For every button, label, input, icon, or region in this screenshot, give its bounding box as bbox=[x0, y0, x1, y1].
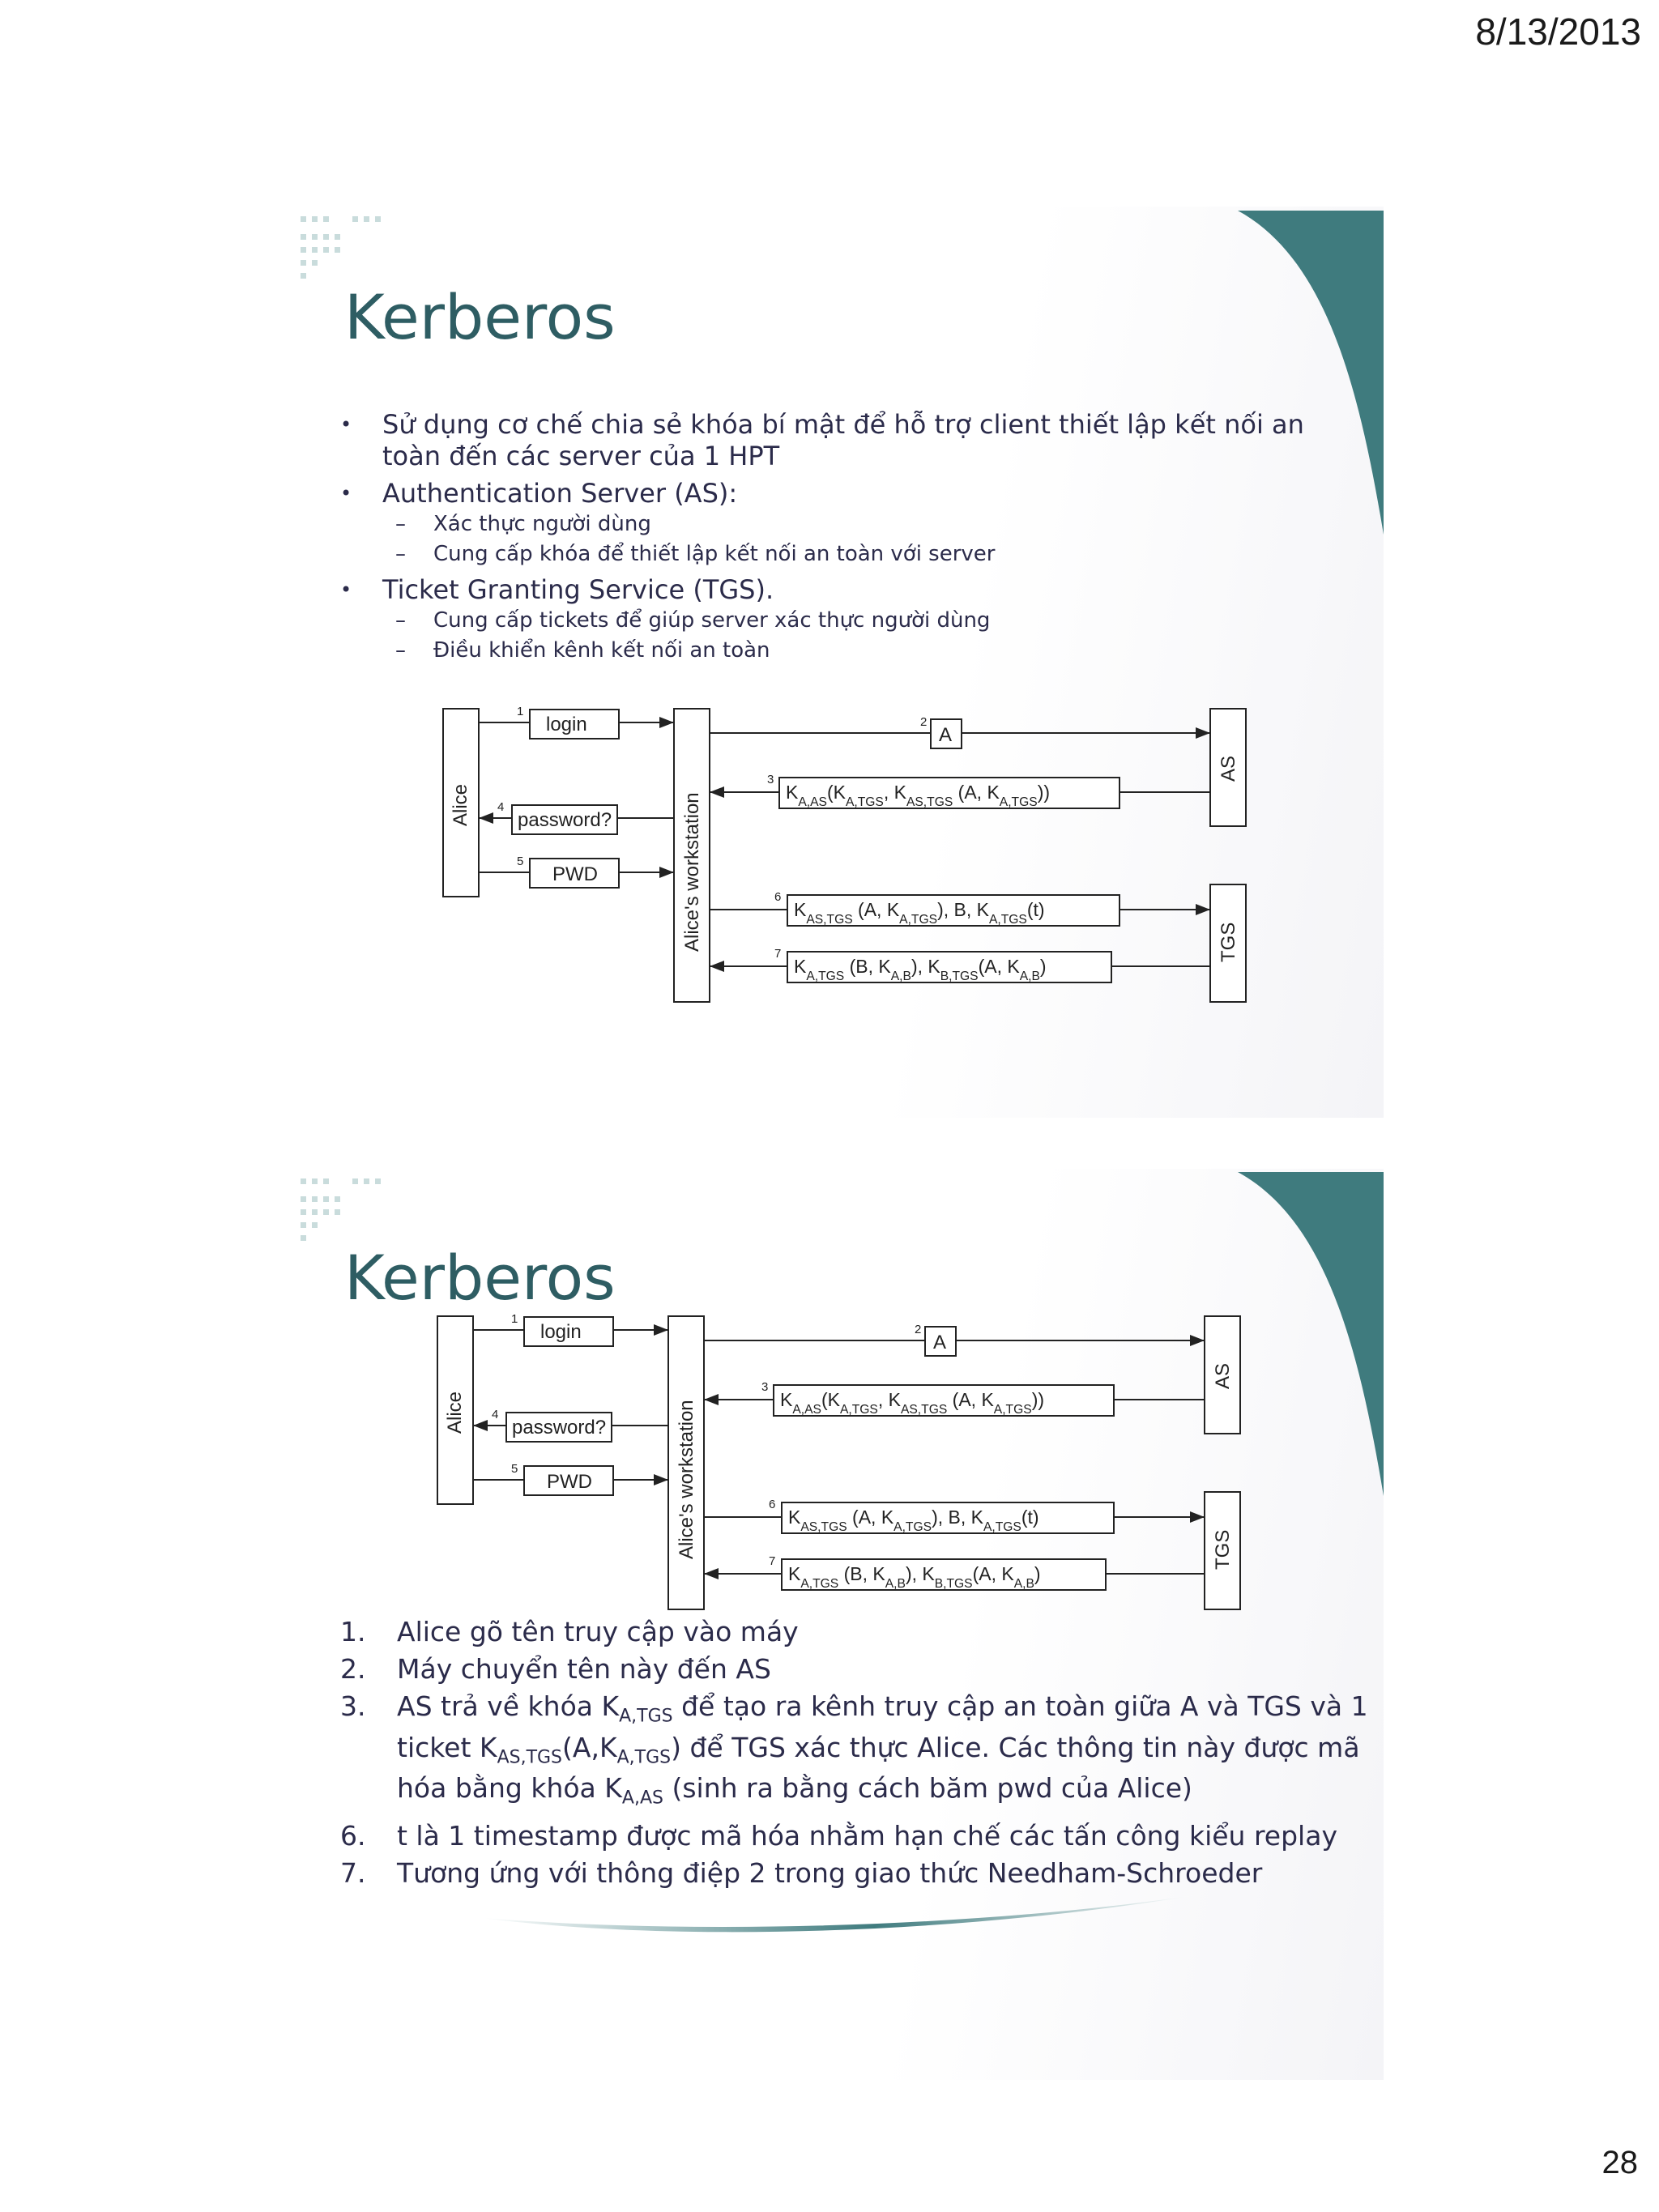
step-text: AS trả về khóa $K_{A,TGS}$ để tạo ra kênh truy cập an toàn giữa A và TGS và 1 ticket $K_{AS,TGS}(A,K_{A,TGS})$ để TGS xác thực Alice. Các thông tin này được mã hóa bằng khóa $K_{A,AS}$ (sinh ra bằng cách băm pwd của Alice) bbox=[397, 1690, 1368, 1809]
arrow-head-icon bbox=[1196, 904, 1210, 915]
step-text: Alice gõ tên truy cập vào máy bbox=[397, 1616, 799, 1647]
password-label: password? bbox=[518, 809, 612, 831]
slide-2 bbox=[288, 1169, 1384, 2080]
msg-6-label: $K_{AS,TGS}$ (A, $K_{A,TGS}$), B, $K_{A,TGS}(t)$ bbox=[794, 899, 1045, 927]
step-number: 2 bbox=[915, 1323, 922, 1336]
step-number: 6 bbox=[774, 890, 782, 904]
step-number: 2 bbox=[920, 715, 928, 729]
step-number: 4 bbox=[497, 800, 505, 814]
arrow-head-icon bbox=[710, 786, 724, 798]
msg-6-label: $K_{AS,TGS}$ (A, $K_{A,TGS}$), B, $K_{A,TGS}(t)$ bbox=[788, 1507, 1039, 1534]
arrow-head-icon bbox=[654, 1324, 668, 1336]
msg-3-label: $K_{A,AS}(K_{A,TGS}$, $K_{AS,TGS}$ (A, $K_{A,TGS}$)) bbox=[786, 782, 1051, 809]
corner-swoosh-icon bbox=[1238, 1172, 1384, 1496]
tgs-label: TGS bbox=[1218, 922, 1239, 962]
sub-bullet-item: – Cung cấp khóa để thiết lập kết nối an toàn với server bbox=[395, 542, 996, 566]
step-text: Tương ứng với thông điệp 2 trong giao thức Needham-Schroeder bbox=[397, 1856, 1263, 1889]
msg-3-label: $K_{A,AS}(K_{A,TGS}$, $K_{AS,TGS}$ (A, $K_{A,TGS}$)) bbox=[780, 1389, 1045, 1417]
sub-bullet-item: – Điều khiển kênh kết nối an toàn bbox=[395, 638, 770, 663]
arrow-head-icon bbox=[710, 961, 724, 972]
arrow-head-icon bbox=[659, 717, 674, 728]
arrow-head-icon bbox=[659, 867, 674, 878]
slide-title: Kerberos bbox=[344, 281, 616, 353]
sub-bullet-text: Điều khiển kênh kết nối an toàn bbox=[433, 638, 770, 663]
step-number: 6 bbox=[769, 1498, 776, 1511]
slide-title: Kerberos bbox=[344, 1242, 616, 1314]
step-number: 1 bbox=[517, 705, 524, 718]
msg-7-label: $K_{A,TGS}$ (B, $K_{A,B}$), $K_{B,TGS}(A$, $K_{A,B}$) bbox=[794, 956, 1047, 983]
sub-bullet-text: Cung cấp tickets để giúp server xác thực người dùng bbox=[433, 608, 991, 633]
sub-bullet-item: – Cung cấp tickets để giúp server xác thực người dùng bbox=[395, 608, 991, 633]
kerberos-diagram bbox=[439, 705, 1257, 1029]
step-number: 7 bbox=[774, 947, 782, 961]
bullet-item: • Authentication Server (AS): bbox=[340, 478, 738, 509]
alice-label: Alice bbox=[444, 1391, 466, 1434]
arrow-head-icon bbox=[1190, 1511, 1205, 1523]
page-number: 28 bbox=[1601, 2145, 1638, 2180]
login-label: login bbox=[546, 714, 587, 735]
bullet-text: Ticket Granting Service (TGS). bbox=[382, 574, 774, 605]
arrow-head-icon bbox=[704, 1568, 719, 1579]
step-text: Máy chuyển tên này đến AS bbox=[397, 1653, 771, 1685]
step-number: 5 bbox=[511, 1462, 518, 1476]
arrow-head-icon bbox=[1196, 727, 1210, 739]
step-item: 6. t là 1 timestamp được mã hóa nhằm hạn chế các tấn công kiểu replay bbox=[340, 1819, 1337, 1852]
bullet-text: Sử dụng cơ chế chia sẻ khóa bí mật để hỗ trợ client thiết lập kết nối an toàn đến các server của 1 HPT bbox=[382, 409, 1304, 471]
password-label: password? bbox=[512, 1417, 607, 1438]
arrow-head-icon bbox=[473, 1420, 488, 1431]
step-item: 2. Máy chuyển tên này đến AS bbox=[340, 1653, 771, 1685]
bullet-text: Authentication Server (AS): bbox=[382, 478, 738, 509]
pwd-label: PWD bbox=[547, 1471, 592, 1493]
msg-a-label: A bbox=[933, 1332, 947, 1353]
step-number: 3 bbox=[761, 1380, 769, 1394]
step-number: 7 bbox=[769, 1554, 776, 1568]
workstation-label: Alice's workstation bbox=[676, 1400, 697, 1559]
sub-bullet-item: – Xác thực người dùng bbox=[395, 512, 651, 536]
workstation-label: Alice's workstation bbox=[681, 792, 703, 952]
bullet-item: • Sử dụng cơ chế chia sẻ khóa bí mật để hỗ trợ client thiết lập kết nối an toàn đến các server của 1 HPT bbox=[340, 409, 1304, 471]
kerberos-diagram bbox=[433, 1312, 1252, 1636]
msg-a-label: A bbox=[939, 724, 953, 746]
step-text: t là 1 timestamp được mã hóa nhằm hạn chế các tấn công kiểu replay bbox=[397, 1819, 1337, 1852]
arrow-head-icon bbox=[479, 812, 493, 824]
step-item: 3. AS trả về khóa $K_{A,TGS}$ để tạo ra kênh truy cập an toàn giữa A và TGS và 1 ticket $K_{AS,TGS}(A,K_{A,TGS})$ để TGS xác thực Alice. Các thông tin này được mã hóa bằng khóa $K_{A,AS}$ (sinh ra bằng cách băm pwd của Alice) bbox=[340, 1690, 1368, 1809]
tgs-label: TGS bbox=[1212, 1529, 1234, 1570]
arrow-head-icon bbox=[704, 1394, 719, 1405]
arrow-head-icon bbox=[654, 1474, 668, 1485]
as-label: AS bbox=[1212, 1362, 1234, 1389]
step-number: 5 bbox=[517, 855, 524, 868]
step-item: 7. Tương ứng với thông điệp 2 trong giao thức Needham-Schroeder bbox=[340, 1856, 1263, 1889]
step-number: 4 bbox=[492, 1408, 499, 1421]
bullet-item: • Ticket Granting Service (TGS). bbox=[340, 574, 774, 605]
bottom-swoosh-icon bbox=[482, 1894, 1211, 1942]
pwd-label: PWD bbox=[552, 863, 598, 885]
msg-7-label: $K_{A,TGS}$ (B, $K_{A,B}$), $K_{B,TGS}(A$, $K_{A,B}$) bbox=[788, 1563, 1041, 1591]
step-number: 1 bbox=[511, 1312, 518, 1326]
date-label: 8/13/2013 bbox=[1475, 11, 1641, 53]
login-label: login bbox=[540, 1321, 582, 1343]
slide-1 bbox=[288, 207, 1384, 1118]
sub-bullet-text: Xác thực người dùng bbox=[433, 512, 651, 536]
sub-bullet-text: Cung cấp khóa để thiết lập kết nối an toàn với server bbox=[433, 542, 996, 566]
alice-label: Alice bbox=[450, 783, 471, 826]
arrow-head-icon bbox=[1190, 1335, 1205, 1346]
as-label: AS bbox=[1218, 755, 1239, 782]
step-number: 3 bbox=[767, 773, 774, 786]
step-item: 1. Alice gõ tên truy cập vào máy bbox=[340, 1616, 799, 1647]
